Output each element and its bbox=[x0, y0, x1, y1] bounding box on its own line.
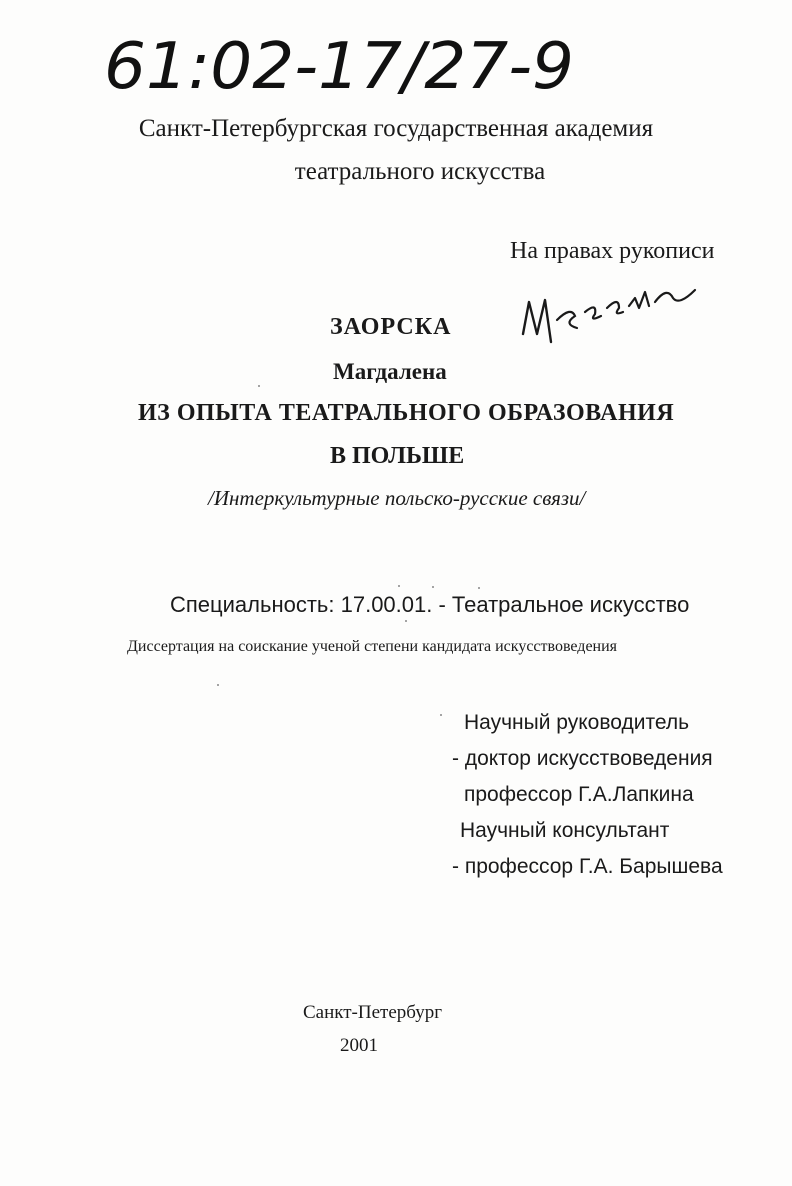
handwritten-archive-code bbox=[100, 18, 590, 113]
supervisor-degree: - доктор искусствоведения bbox=[452, 747, 713, 770]
manuscript-rights-note: На правах рукописи bbox=[510, 238, 715, 264]
dissertation-subtitle: /Интеркультурные польско-русские связи/ bbox=[208, 486, 586, 510]
scan-speck bbox=[217, 684, 219, 686]
consultant-name: - профессор Г.А. Барышева bbox=[452, 855, 723, 878]
archive-code-text: 61:02-17/27-9 bbox=[104, 30, 574, 104]
handwritten-signature bbox=[515, 272, 705, 362]
city-name: Санкт-Петербург bbox=[303, 1002, 443, 1023]
author-surname: ЗАОРСКА bbox=[330, 314, 452, 340]
scan-speck bbox=[478, 587, 480, 589]
institution-name-continued: театрального искусства bbox=[294, 158, 546, 185]
supervisor-label: Научный руководитель bbox=[464, 711, 690, 734]
publication-year: 2001 bbox=[340, 1035, 378, 1056]
scan-speck bbox=[440, 714, 442, 716]
scan-speck bbox=[398, 585, 400, 587]
scan-speck bbox=[405, 620, 407, 622]
advisors-block bbox=[452, 705, 723, 885]
scan-speck bbox=[258, 385, 260, 387]
specialty-line: Специальность: 17.00.01. - Театральное искусство bbox=[170, 592, 690, 617]
consultant-label: Научный консультант bbox=[460, 819, 670, 842]
institution-name: Санкт-Петербургская государственная академия bbox=[138, 115, 654, 142]
scan-speck bbox=[432, 586, 434, 588]
dissertation-title-continued: В ПОЛЬШЕ bbox=[330, 443, 465, 469]
dissertation-degree-note: Диссертация на соискание ученой степени кандидата искусствоведения bbox=[127, 638, 618, 655]
author-given-name: Магдалена bbox=[333, 359, 447, 384]
supervisor-name: профессор Г.А.Лапкина bbox=[464, 783, 694, 806]
dissertation-title: ИЗ ОПЫТА ТЕАТРАЛЬНОГО ОБРАЗОВАНИЯ bbox=[138, 400, 675, 426]
